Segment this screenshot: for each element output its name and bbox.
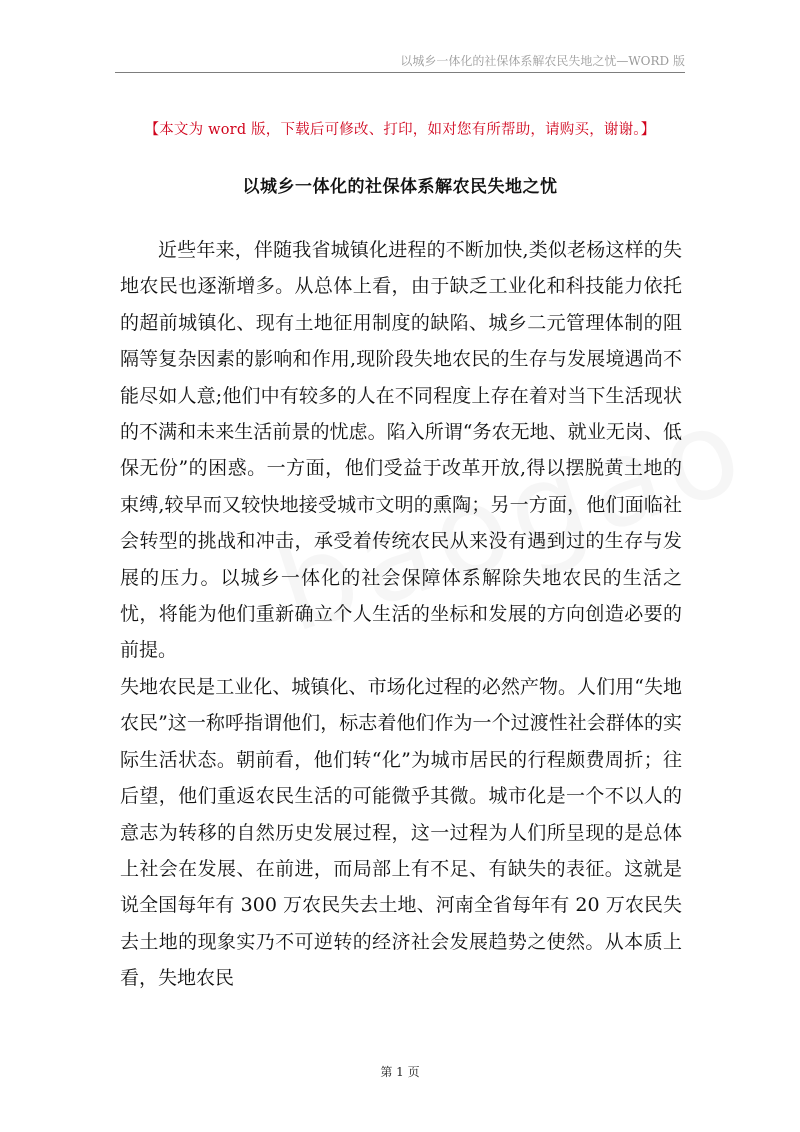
running-header: 以城乡一体化的社保体系解农民失地之忧—WORD 版 <box>400 54 685 68</box>
paragraph-2: 失地农民是工业化、城镇化、市场化过程的必然产物。人们用“失地农民”这一称呼指谓他们，标志着他们作为一个过渡性社会群体的实际生活状态。朝前看，他们转“化”为城市居民的行程颇费周折；往后望，他们重返农民生活的可能微乎其微。城市化是一个不以人的意志为转移的自然历史发展过程，这一过程为人们所呈现的是总体上社会在发展、在前进，而局部上有不足、有缺失的表征。这就是说全国每年有 300 万农民失去土地、河南全省每年有 20 万农民失去土地的现象实乃不可逆转的经济社会发展趋势之使然。从本质上看，失地农民 <box>120 675 682 990</box>
document-body <box>120 232 682 997</box>
header-rule <box>115 72 685 73</box>
paragraph-1: 近些年来，伴随我省城镇化进程的不断加快,类似老杨这样的失地农民也逐渐增多。从总体上看，由于缺乏工业化和科技能力依托的超前城镇化、现有土地征用制度的缺陷、城乡二元管理体制的阻隔等复杂因素的影响和作用,现阶段失地农民的生存与发展境遇尚不能尽如人意;他们中有较多的人在不同程度上存在着对当下生活现状的不满和未来生活前景的忧虑。陷入所谓“务农无地、就业无岗、低保无份”的困惑。一方面，他们受益于改革开放,得以摆脱黄土地的束缚,较早而又较快地接受城市文明的熏陶；另一方面，他们面临社会转型的挑战和冲击，承受着传统农民从来没有遇到过的生存与发展的压力。以城乡一体化的社会保障体系解除失地农民的生活之忧，将能为他们重新确立个人生活的坐标和发展的方向创造必要的前提。 <box>120 239 682 662</box>
page-number: 第 1 页 <box>380 1065 420 1079</box>
document-title: 以城乡一体化的社保体系解农民失地之忧 <box>242 177 558 197</box>
download-notice: 【本文为 word 版，下载后可修改、打印，如对您有所帮助，请购买，谢谢。】 <box>144 122 656 138</box>
